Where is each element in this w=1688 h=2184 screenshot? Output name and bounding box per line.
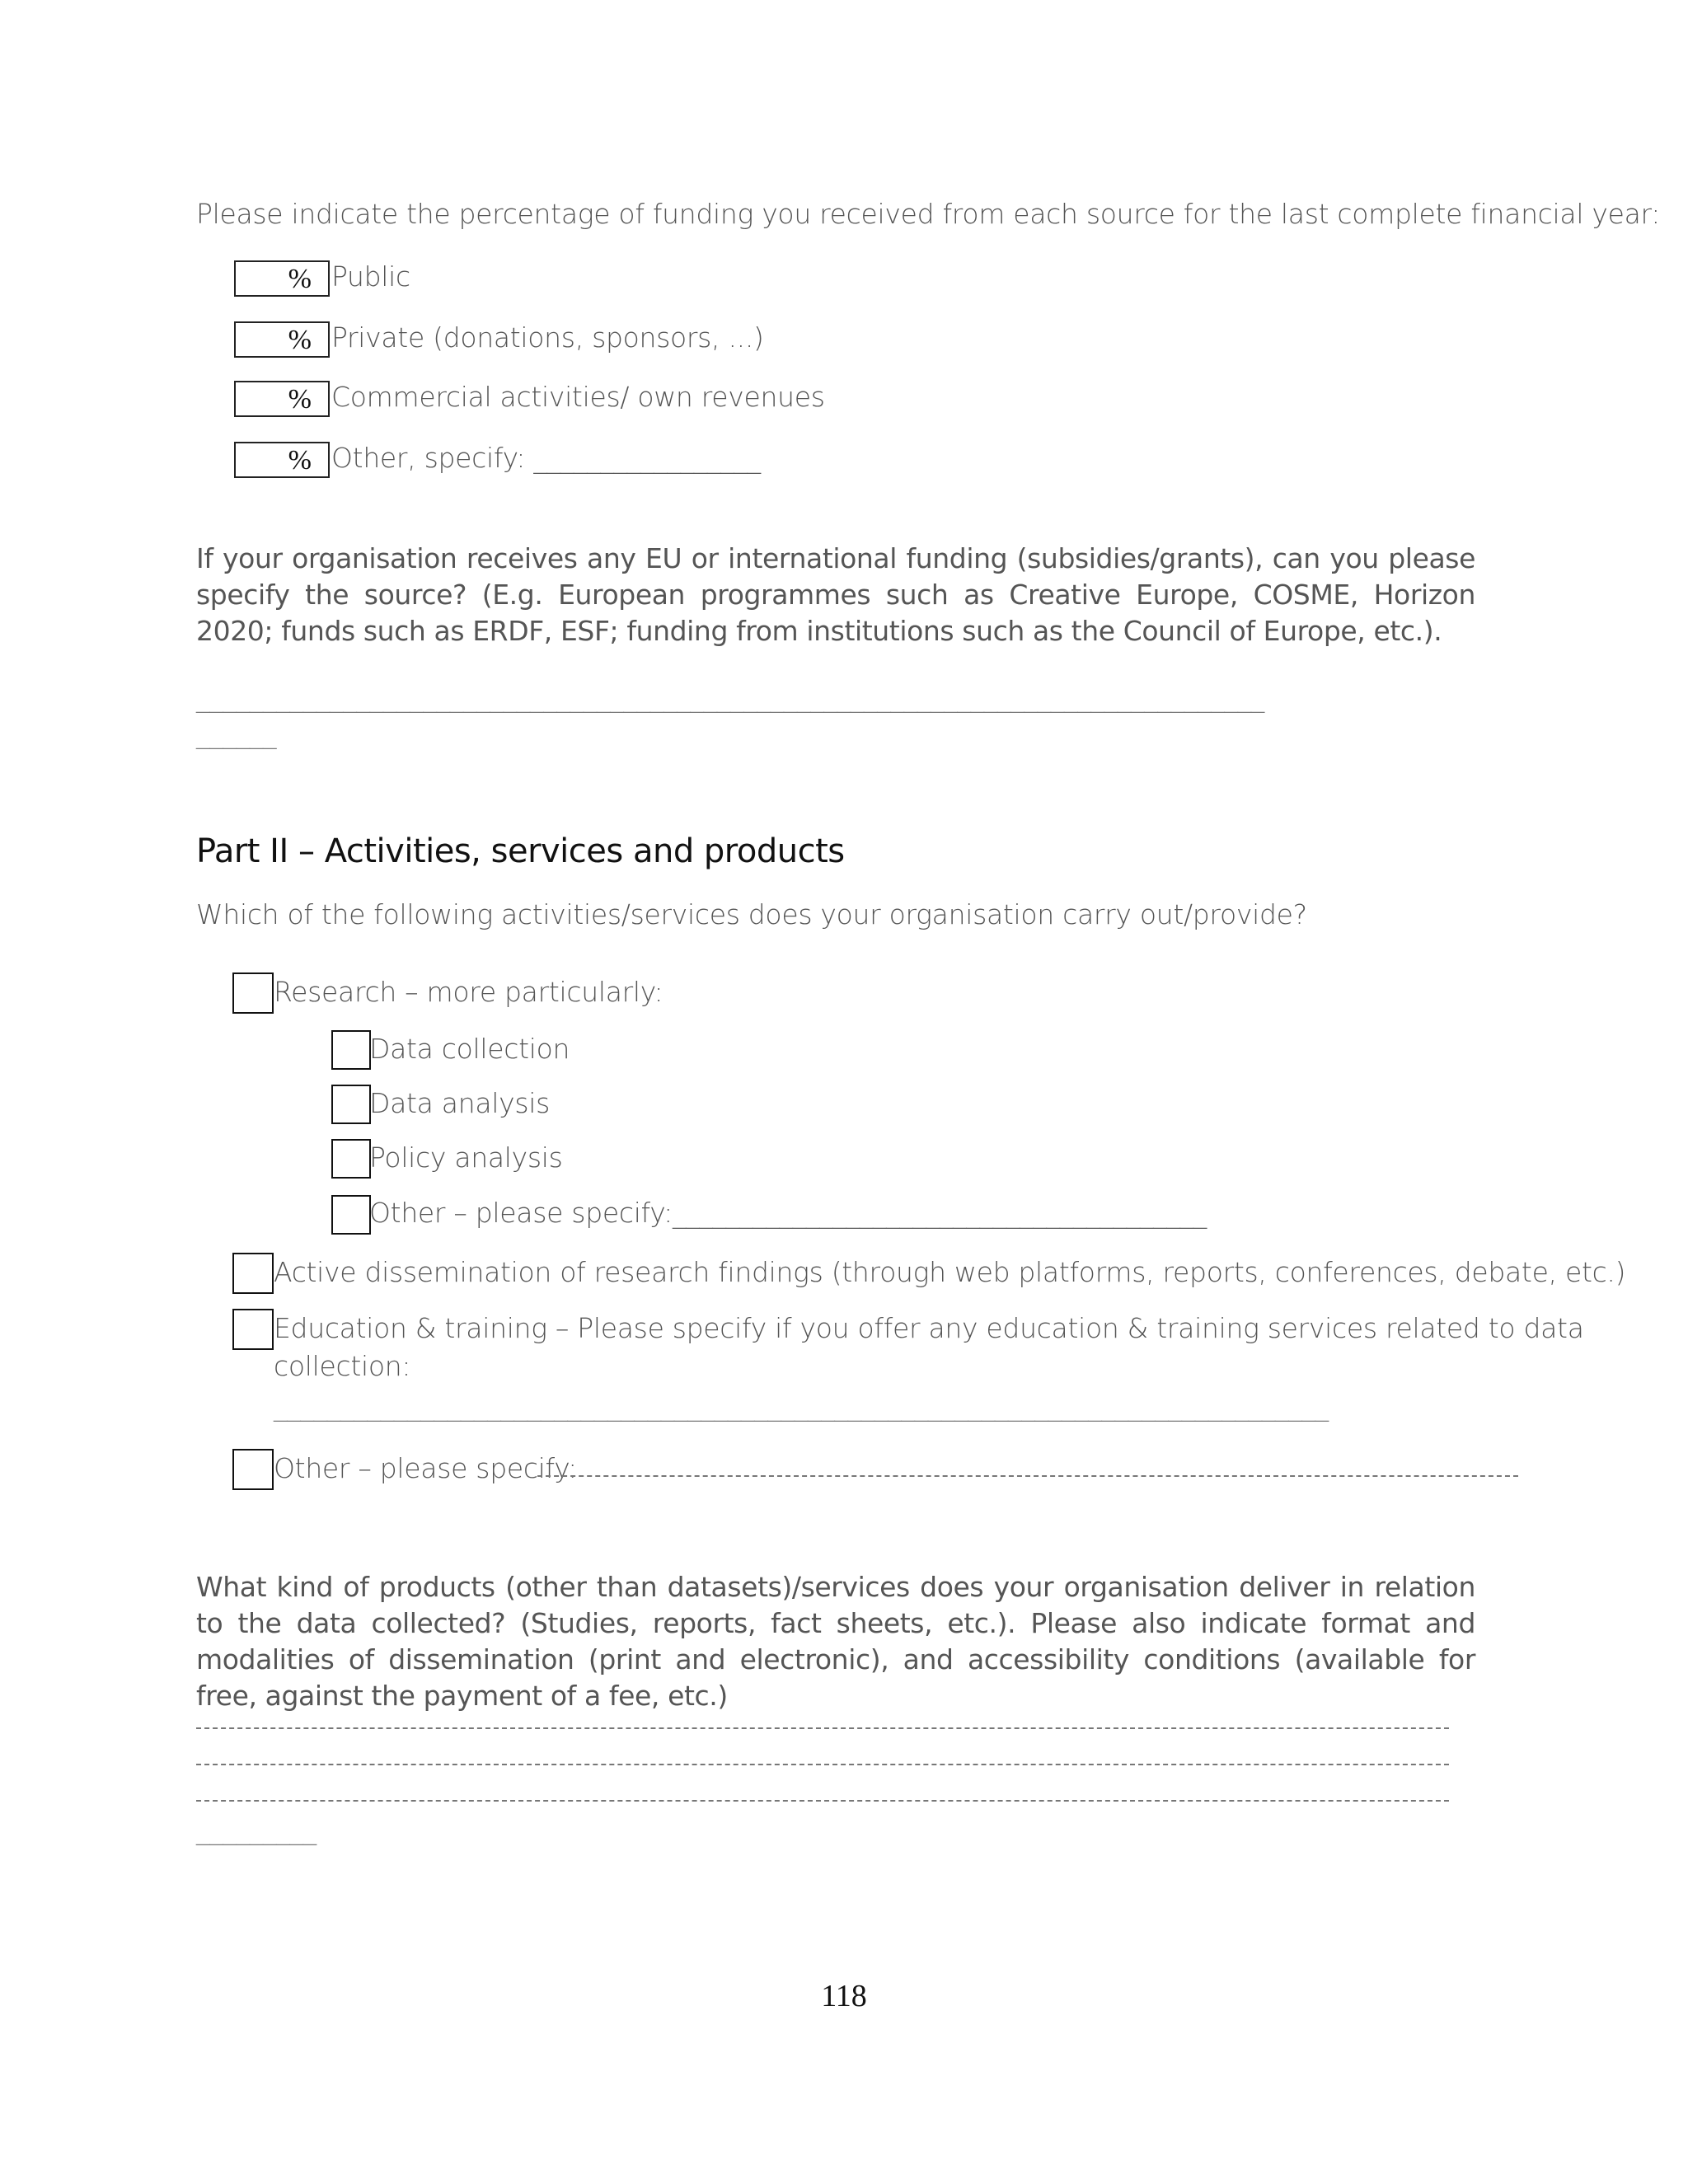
eu-funding-blank-line-1[interactable]: ________________________________________________________________________________ bbox=[196, 681, 1265, 713]
funding-label-other: Other, specify: _________________ bbox=[331, 442, 761, 474]
data-analysis-label: Data analysis bbox=[369, 1087, 550, 1119]
policy-analysis-label: Policy analysis bbox=[369, 1141, 563, 1174]
research-label: Research – more particularly: bbox=[274, 976, 663, 1008]
funding-label-public: Public bbox=[331, 260, 410, 293]
section-heading: Part II – Activities, services and products bbox=[196, 832, 845, 870]
data-collection-checkbox[interactable] bbox=[331, 1030, 371, 1070]
activities-question: Which of the following activities/services does your organisation carry out/provide? bbox=[196, 898, 1307, 930]
education-label-line-2: collection: bbox=[274, 1350, 411, 1382]
research-checkbox[interactable] bbox=[232, 972, 274, 1014]
funding-label-private: Private (donations, sponsors, ...) bbox=[331, 321, 764, 354]
products-blank-line-1[interactable] bbox=[196, 1727, 1449, 1729]
products-blank-line-3[interactable] bbox=[196, 1800, 1449, 1802]
eu-funding-blank-line-2[interactable]: ______ bbox=[196, 717, 277, 749]
education-label-line-1: Education & training – Please specify if you offer any education & training services related to data bbox=[274, 1312, 1584, 1344]
percent-field-public[interactable]: % bbox=[234, 260, 330, 297]
other-activity-label: Other – please specify: bbox=[274, 1452, 577, 1484]
products-question: What kind of products (other than datasets)/services does your organisation deliver in relation to the data collected? (Studies, reports, fact sheets, etc.). Please also indicate format and modalities of dissemination (print and electronic), and accessibility conditions (available for free, against the payment of a fee, etc.) bbox=[196, 1571, 1475, 1712]
products-blank-line-2[interactable] bbox=[196, 1764, 1449, 1765]
data-analysis-checkbox[interactable] bbox=[331, 1085, 371, 1124]
percent-field-other[interactable]: % bbox=[234, 442, 330, 478]
funding-question: Please indicate the percentage of funding you received from each source for the last complete financial year: bbox=[196, 198, 1661, 230]
education-checkbox[interactable] bbox=[232, 1309, 274, 1350]
funding-label-commercial: Commercial activities/ own revenues bbox=[331, 381, 825, 413]
dissemination-label: Active dissemination of research findings (through web platforms, reports, conferences, debate, etc.) bbox=[274, 1256, 1626, 1288]
other-activity-checkbox[interactable] bbox=[232, 1449, 274, 1490]
percent-field-commercial[interactable]: % bbox=[234, 381, 330, 417]
research-other-label[interactable]: Other – please specify:________________________________________ bbox=[369, 1197, 1207, 1229]
products-blank-line-4[interactable]: _________ bbox=[196, 1813, 316, 1845]
other-activity-blank-line[interactable] bbox=[537, 1475, 1518, 1477]
research-other-checkbox[interactable] bbox=[331, 1195, 371, 1235]
education-blank-line[interactable]: _______________________________________________________________________________ bbox=[274, 1390, 1329, 1422]
policy-analysis-checkbox[interactable] bbox=[331, 1139, 371, 1179]
eu-funding-question: If your organisation receives any EU or international funding (subsidies/grants), can you please specify the source? (E.g. European programmes such as Creative Europe, COSME, Horizon 2020; funds such as ERDF, ESF; funding from institutions such as the Council of Europe, etc.). bbox=[196, 542, 1475, 647]
percent-field-private[interactable]: % bbox=[234, 321, 330, 358]
page-number: 118 bbox=[821, 1979, 867, 2013]
data-collection-label: Data collection bbox=[369, 1033, 570, 1065]
dissemination-checkbox[interactable] bbox=[232, 1253, 274, 1294]
